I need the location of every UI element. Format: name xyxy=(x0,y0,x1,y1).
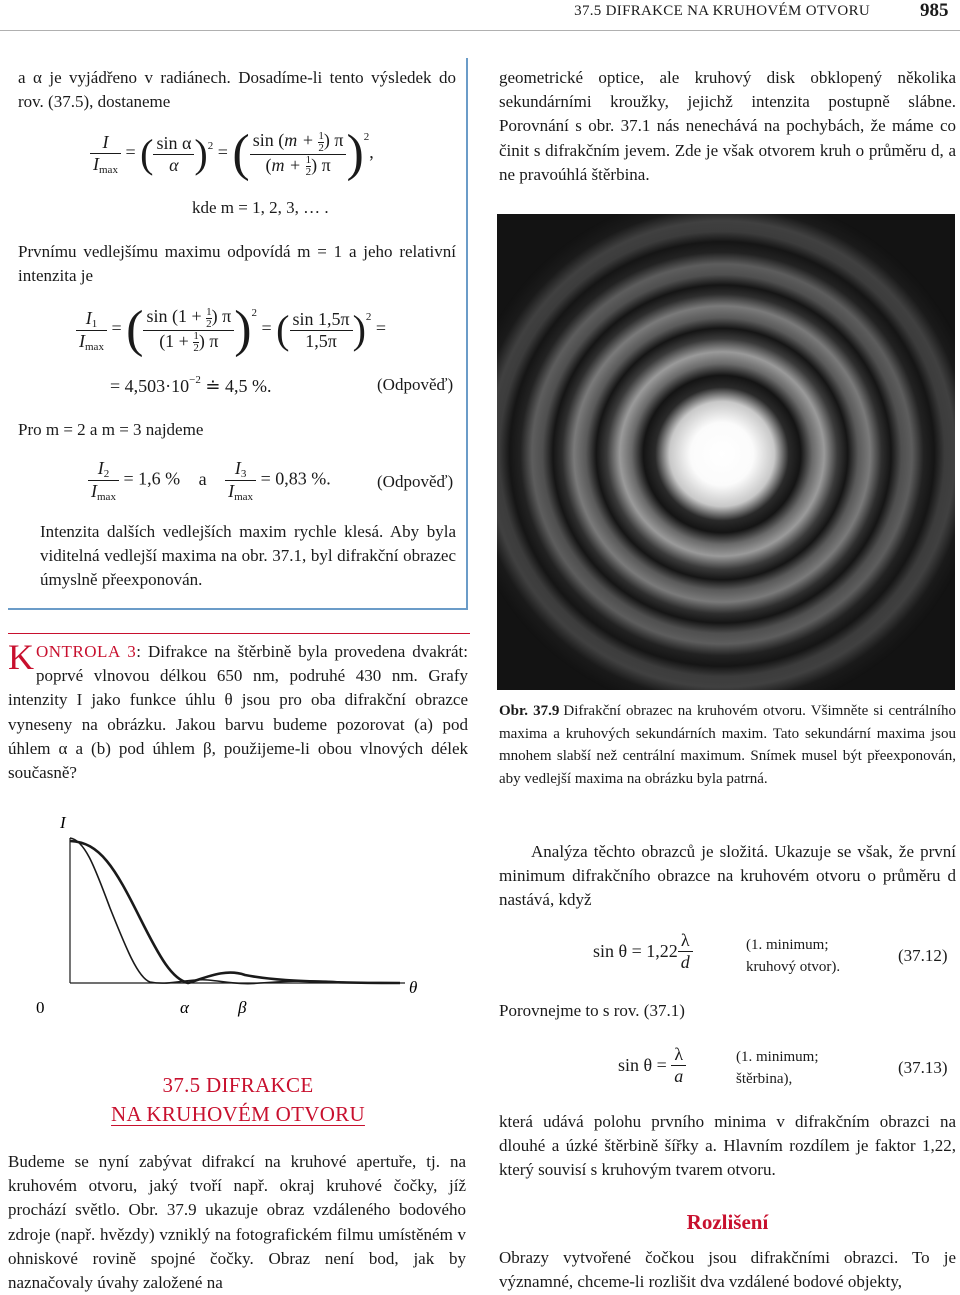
eq2-half-num: 1 xyxy=(206,305,212,318)
eq13-tag: (37.13) xyxy=(898,1058,948,1077)
kontrola-block xyxy=(8,637,468,785)
eq3-f1-den: I xyxy=(91,481,97,501)
eq3-f1-num: I xyxy=(97,458,104,478)
eq13-num: λ xyxy=(674,1044,684,1064)
eq1-half-num-2: 1 xyxy=(305,153,312,166)
graph-y-label: I xyxy=(60,813,66,832)
running-header xyxy=(560,3,870,20)
section-body: Budeme se nyní zabývat difrakcí na kruhové apertuře, tj. na kruhovém otvoru, jaký tvoří např. okraj kruhové čočky, jíž prochází světlo. Obr. 37.9 ukazuje obraz vzdáleného bodového zdroje (např. hvězdy) vzniklý na fotografickém filmu umístěném v ohniskové rovině spojné čočky. Obraz není bod, jak by naznačovaly úvahy založené na xyxy=(8,1152,466,1293)
frac-sin-alpha xyxy=(153,133,194,176)
eq2-a-den-post: ) π xyxy=(198,330,219,351)
eq2-a-num: sin (1 + xyxy=(146,306,207,327)
eq3-f2-num: I xyxy=(234,458,241,478)
eq2-result xyxy=(110,374,271,397)
kontrola-top-rule xyxy=(8,633,470,634)
eq1-rhs-sin: sin xyxy=(252,130,274,151)
eq2-b-den: 1,5π xyxy=(290,330,353,352)
section-title-2: NA KRUHOVÉM OTVORU xyxy=(111,1102,365,1126)
eq2-lhs-den-sub: max xyxy=(85,340,104,353)
eq2-lhs-num: I xyxy=(85,307,92,328)
eq1-exp-a: 2 xyxy=(207,140,214,153)
eq13-note xyxy=(736,1046,819,1090)
eq2-lhs-den: I xyxy=(79,330,85,351)
rozliseni-body: Obrazy vytvořené čočkou jsou difrakčními obrazci. To je významné, chceme-li rozlišit dva vzdálené bodové objekty, xyxy=(499,1248,956,1292)
eq1-rhs-num-m: m + xyxy=(284,130,319,151)
eq13-note-2: štěrbina), xyxy=(736,1071,793,1087)
curve-650nm xyxy=(70,841,400,983)
eq12-lhs: sin θ = 1,22 xyxy=(593,941,678,961)
eq1-rhs-den-pi: π xyxy=(321,154,331,175)
eq1-comma: , xyxy=(369,142,374,163)
compare-paragraph: Porovnejme to s rov. (37.1) xyxy=(499,1001,685,1020)
eq2-half-num-2: 1 xyxy=(193,329,199,342)
kontrola-initial: K xyxy=(8,637,34,677)
eq3-answer-tag: (Odpověď) xyxy=(377,472,454,491)
running-title: 37.5 DIFRAKCE NA KRUHOVÉM OTVORU xyxy=(574,3,870,19)
eq13-lhs: sin θ = xyxy=(618,1055,672,1075)
equation-first-side-max: $\frac{I_1}{I_{max}}$ = ( sin (1 + $\frac{1}{2}$ ) π (1 + $\frac{1}{2}$ ) π )$^2$ = ( $\frac{\sin 1,5\pi}{1,5\pi}$ )$^2$ = xyxy=(76,304,386,356)
graph-beta-label: β xyxy=(238,998,247,1017)
section-heading xyxy=(8,1071,468,1129)
eq3-f1-value: = 1,6 % xyxy=(123,468,181,489)
eq13-note-1: (1. minimum; xyxy=(736,1049,819,1065)
right-top-paragraph: geometrické optice, ale kruhový disk obklopený několika sekundárními kroužky, jejichž intenzita postupně slábne. Porovnání s obr. 37.1 nás nenechává na pochybách, že máme co činit s difrakčním jevem. Zde je však otvorem kruh o průměru d, a ne pravoúhlá štěrbina. xyxy=(499,68,956,184)
eq2-a-num-post: ) π xyxy=(211,306,232,327)
curve-430nm xyxy=(70,838,400,984)
eq2-b-num: sin 1,5π xyxy=(292,308,350,329)
eq12-num: λ xyxy=(680,930,690,950)
eq2-approx: ≐ 4,5 %. xyxy=(200,376,272,396)
figure-caption xyxy=(499,700,956,790)
eq3-f2-den-sub: max xyxy=(234,491,254,503)
eq2-answer-tag: (Odpověď) xyxy=(377,375,454,394)
graph-alpha-label: α xyxy=(180,998,189,1017)
right-low-paragraph: která udává polohu prvního minima v difrakčním obrazci na dlouhé a úzké štěrbině šířky a. Hlavním rozdílem je faktor 1,22, který souvisí s kruhovým tvarem otvoru. xyxy=(499,1112,956,1180)
figure-label: Obr. 37.9 xyxy=(499,703,560,719)
diffraction-pattern-photo xyxy=(497,214,955,690)
graph-origin-label: 0 xyxy=(36,998,45,1017)
figure-caption-text: Difrakční obrazec na kruhovém otvoru. Všimněte si centrálního maxima a kruhových sekundárních maxim. Tato sekundární maxima jsou mnohem slabší než centrální maximum. Snímek musel být přeexponován, aby vedlejší maxima na obrázku byla patrná. xyxy=(499,703,956,787)
eq2-half-den-2: 2 xyxy=(193,341,199,354)
eq2-lhs-num-sub: 1 xyxy=(91,317,98,330)
frac-sin-m: sin (m + $\frac{1}{2}$ ) π (m + $\frac{1}{2}$ ) π xyxy=(250,130,347,178)
eq2-a-den: (1 + xyxy=(159,330,194,351)
paragraph-overexposed: Intenzita dalších vedlejších maxim rychle klesá. Aby byla viditelná vedlejší maxima na obr. 37.1, byl difrakční obrazec úmyslně přeexponován. xyxy=(40,522,456,590)
eq1-lhs-num: I xyxy=(102,132,109,152)
eq12-note xyxy=(746,934,840,978)
paragraph-m2-m3: Pro m = 2 a m = 3 najdeme xyxy=(18,420,204,439)
section-number: 37.5 xyxy=(162,1073,201,1097)
subsection-title-rozliseni: Rozlišení xyxy=(686,1210,769,1234)
eq1-rhs-num-pi: π xyxy=(334,130,344,151)
page-number: 985 xyxy=(920,0,949,21)
eq2-exp-a: 2 xyxy=(251,307,258,320)
equation-m2-m3 xyxy=(88,458,331,503)
eq3-and: a xyxy=(198,468,207,489)
eq1-mid-den: α xyxy=(153,154,194,176)
kontrola-text: : Difrakce na štěrbině byla provedena dvakrát: poprvé vlnovou délkou 650 nm, podruhé 430 nm. Grafy intenzity I jako funkce úhlu θ jsou pro oba difrakční obrazce vyneseny na obrázku. Jakou barvu budeme pozorovat (a) pod úhlem α a (b) pod úhlem β, použijeme-li obou vlnových délek současně? xyxy=(8,642,468,783)
equation-37-13 xyxy=(618,1044,686,1087)
eq3-f2-den: I xyxy=(228,481,235,501)
eq3-f2-value: = 0,83 %. xyxy=(260,468,331,489)
header-rule xyxy=(0,30,960,31)
eq1-where-clause: kde m = 1, 2, 3, … . xyxy=(192,198,329,217)
eq1-mid-num: sin α xyxy=(156,132,192,153)
section-title-1: DIFRAKCE xyxy=(206,1073,314,1097)
airy-disk-image xyxy=(497,214,955,690)
eq12-note-2: kruhový otvor). xyxy=(746,959,841,975)
eq1-half-den-2: 2 xyxy=(305,165,312,178)
right-mid-paragraph: Analýza těchto obrazců je složitá. Ukazuje se však, že první minimum difrakčního obrazce na kruhovém otvoru o průměru d nastává, když xyxy=(499,842,956,910)
equation-intensity-ratio: $\frac{I}{I_{max}}$ = ( $\frac{\text{sin α}}{\alpha}$ )$^2$ = ( sin (m + $\frac{1}{2}$ ) π (m + $\frac{1}{2}$ ) π )$^2$, xyxy=(90,128,374,180)
frac-i-imax xyxy=(90,132,121,176)
eq12-tag: (37.12) xyxy=(898,946,948,965)
eq12-note-1: (1. minimum; xyxy=(746,937,829,953)
eq1-lhs-den: I xyxy=(93,154,99,174)
intro-paragraph: a α je vyjádřeno v radiánech. Dosadíme-li tento výsledek do rov. (37.5), dostaneme xyxy=(18,68,456,112)
eq2-result-value: = 4,503·10 xyxy=(110,376,190,396)
graph-x-label: θ xyxy=(409,978,418,997)
eq2-exp-b: 2 xyxy=(365,311,372,324)
eq1-half-num: 1 xyxy=(318,129,324,142)
eq3-f1-den-sub: max xyxy=(97,491,116,503)
equation-37-12 xyxy=(593,930,693,973)
eq1-half-den: 2 xyxy=(318,141,324,154)
eq3-f2-num-sub: 3 xyxy=(240,468,247,480)
eq1-exp-b: 2 xyxy=(363,131,370,144)
eq2-result-exp: −2 xyxy=(189,374,201,386)
eq3-f1-num-sub: 2 xyxy=(103,468,110,480)
paragraph-first-side-max: Prvnímu vedlejšímu maximu odpovídá m = 1 a jeho relativní intenzita je xyxy=(18,242,456,286)
eq2-half-den: 2 xyxy=(206,317,212,330)
eq12-den: d xyxy=(678,951,693,973)
eq1-rhs-den-m: m + xyxy=(271,154,306,175)
eq13-den: a xyxy=(671,1065,686,1087)
kontrola-label: ONTROLA 3 xyxy=(36,642,137,661)
eq1-lhs-den-sub: max xyxy=(99,164,118,176)
intensity-graph xyxy=(30,808,470,1028)
